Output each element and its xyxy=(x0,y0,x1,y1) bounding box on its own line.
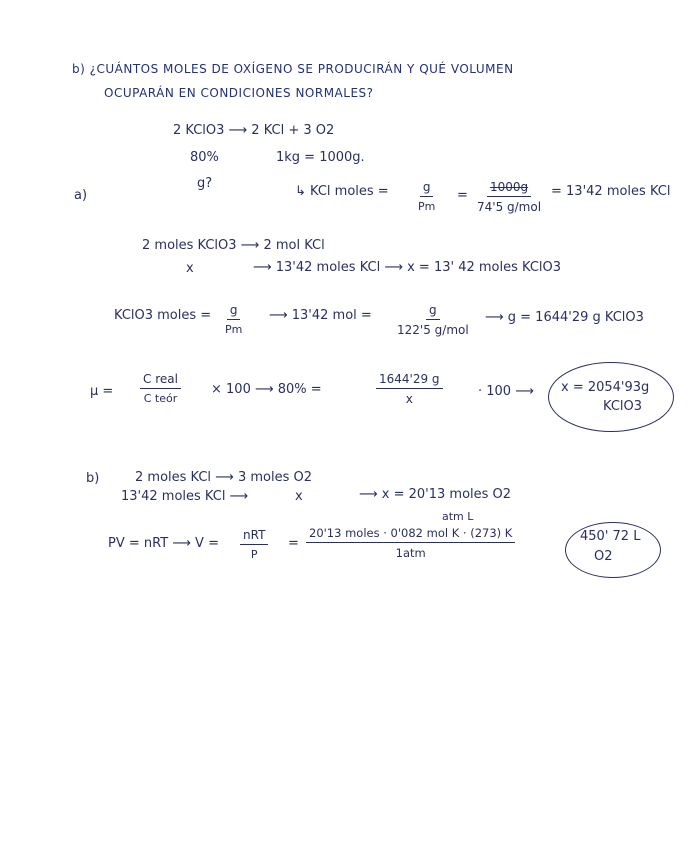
fraction-denominator: Pm xyxy=(418,200,436,213)
b-ratio-x: x xyxy=(295,489,303,504)
kcl-moles-prefix: ↳ KCl moles = xyxy=(295,184,389,199)
fraction-numerator: 1000g xyxy=(487,180,531,197)
fraction-denominator: C teór xyxy=(143,392,178,405)
fraction-denominator: 74'5 g/mol xyxy=(477,200,542,214)
fraction-denominator: x xyxy=(405,392,413,406)
fraction-mass-over-x xyxy=(376,372,443,406)
fraction-g-over-pm-2 xyxy=(222,303,245,336)
answer-a-line-1: x = 2054'93g xyxy=(561,380,650,395)
fraction-numerator: C real xyxy=(140,372,181,389)
kclo3-mass-result: ⟶ g = 1644'29 g KClO3 xyxy=(485,310,644,325)
fraction-nrt-over-p xyxy=(240,528,268,561)
b-ratio-line-1: 2 moles KCl ⟶ 3 moles O2 xyxy=(135,470,312,485)
fraction-denominator: P xyxy=(250,548,258,561)
b-ratio-line-2-right: ⟶ x = 20'13 moles O2 xyxy=(359,487,512,502)
b-ratio-line-2-left: 13'42 moles KCl ⟶ xyxy=(121,489,249,504)
answer-b-line-1: 450' 72 L xyxy=(580,529,641,544)
fraction-volume-calc xyxy=(306,526,515,560)
part-a-label: a) xyxy=(74,188,88,203)
fraction-numerator: g xyxy=(227,303,241,320)
kclo3-mid: ⟶ 13'42 mol = xyxy=(269,308,372,323)
mole-ratio-line-1: 2 moles KClO3 ⟶ 2 mol KCl xyxy=(142,238,325,253)
equals-sign: = xyxy=(457,188,468,203)
times-100-b: · 100 ⟶ xyxy=(478,384,534,399)
unknown-mass: g? xyxy=(197,176,213,191)
fraction-numerator: g xyxy=(420,180,434,197)
yield-percent: 80% xyxy=(190,150,219,165)
fraction-mass-over-molar xyxy=(474,180,544,214)
answer-circle-a xyxy=(548,362,674,432)
fraction-numerator: nRT xyxy=(240,528,268,545)
times-100-eq: × 100 ⟶ 80% = xyxy=(211,382,322,397)
reaction-equation: 2 KClO3 ⟶ 2 KCl + 3 O2 xyxy=(173,123,335,138)
fraction-numerator: 20'13 moles · 0'082 mol K · (273) K xyxy=(306,526,515,543)
equals-sign-b: = xyxy=(288,536,299,551)
kcl-moles-result: = 13'42 moles KCl xyxy=(551,184,671,199)
fraction-real-over-theoretical xyxy=(140,372,181,405)
fraction-numerator: 1644'29 g xyxy=(376,372,443,389)
fraction-denominator: 122'5 g/mol xyxy=(397,323,469,337)
mass-given: 1kg = 1000g. xyxy=(276,150,365,165)
question-line-2: OCUPARÁN EN CONDICIONES NORMALES? xyxy=(104,86,374,100)
units-annotation: atm L xyxy=(442,510,474,523)
mole-ratio-line-2: ⟶ 13'42 moles KCl ⟶ x = 13' 42 moles KClO3 xyxy=(253,260,562,275)
part-b-label: b) xyxy=(86,471,100,486)
fraction-numerator: g xyxy=(426,303,440,320)
fraction-denominator: Pm xyxy=(225,323,243,336)
fraction-g-over-pm xyxy=(415,180,438,213)
question-line-1: b) ¿CUÁNTOS MOLES DE OXÍGENO SE PRODUCIRÁN Y QUÉ VOLUMEN xyxy=(72,62,514,76)
fraction-denominator: 1atm xyxy=(395,546,426,560)
ideal-gas-law: PV = nRT ⟶ V = xyxy=(108,536,219,551)
mole-ratio-x: x xyxy=(186,261,194,276)
kclo3-moles-prefix: KClO3 moles = xyxy=(114,308,212,323)
answer-a-line-2: KClO3 xyxy=(603,399,643,414)
answer-b-line-2: O2 xyxy=(594,549,613,564)
fraction-g-over-molar-kclo3 xyxy=(394,303,472,337)
yield-mu: μ = xyxy=(90,384,114,399)
